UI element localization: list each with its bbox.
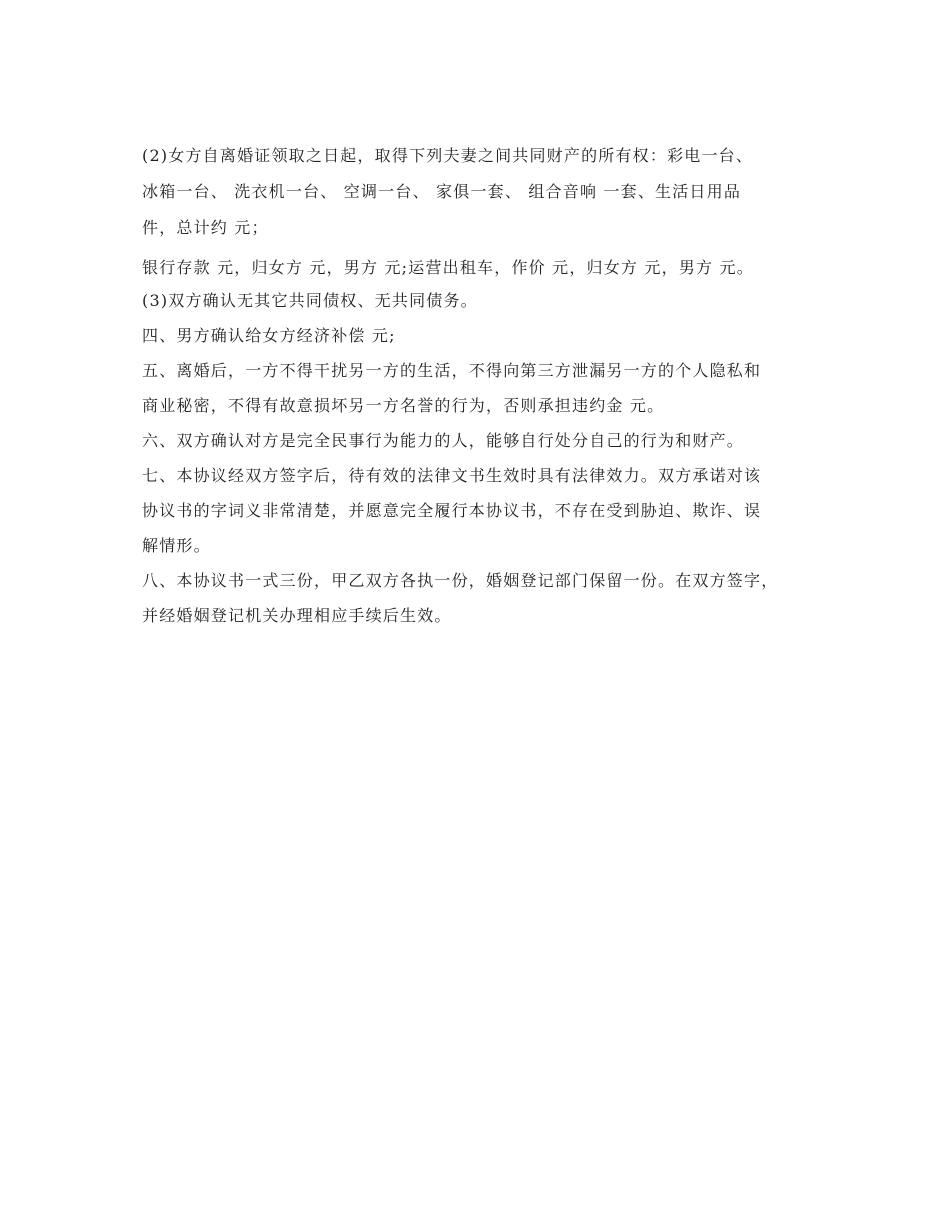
clause-2-property-line-1: (2)女方自离婚证领取之日起，取得下列夫妻之间共同财产的所有权：彩电一台、 xyxy=(142,146,754,165)
section-7-line-1: 七、本协议经双方签字后，待有效的法律文书生效时具有法律效力。双方承诺对该 xyxy=(142,466,762,485)
section-7-line-3: 解情形。 xyxy=(142,536,211,555)
clause-2-property-line-3: 件，总计约 元； xyxy=(142,218,269,237)
clause-2-property-line-2: 冰箱一台、 洗衣机一台、 空调一台、 家俱一套、 组合音响 一套、生活日用品 xyxy=(142,182,742,201)
section-8-line-2: 并经婚姻登记机关办理相应手续后生效。 xyxy=(142,606,452,625)
section-7-line-2: 协议书的字词义非常清楚，并愿意完全履行本协议书，不存在受到胁迫、欺诈、误 xyxy=(142,501,762,520)
section-5-line-2: 商业秘密，不得有故意损坏另一方名誉的行为，否则承担违约金 元。 xyxy=(142,396,665,415)
clause-3-debts-line: (3)双方确认无其它共同债权、无共同债务。 xyxy=(142,291,478,310)
section-4-compensation-line: 四、男方确认给女方经济补偿 元; xyxy=(142,326,396,345)
section-5-line-1: 五、离婚后，一方不得干扰另一方的生活，不得向第三方泄漏另一方的个人隐私和 xyxy=(142,361,762,380)
section-6-line: 六、双方确认对方是完全民事行为能力的人，能够自行处分自己的行为和财产。 xyxy=(142,431,745,450)
section-8-line-1: 八、本协议书一式三份，甲乙双方各执一份，婚姻登记部门保留一份。在双方签字， xyxy=(142,571,779,590)
bank-deposit-line: 银行存款 元，归女方 元，男方 元;运营出租车，作价 元，归女方 元，男方 元。 xyxy=(142,258,754,277)
